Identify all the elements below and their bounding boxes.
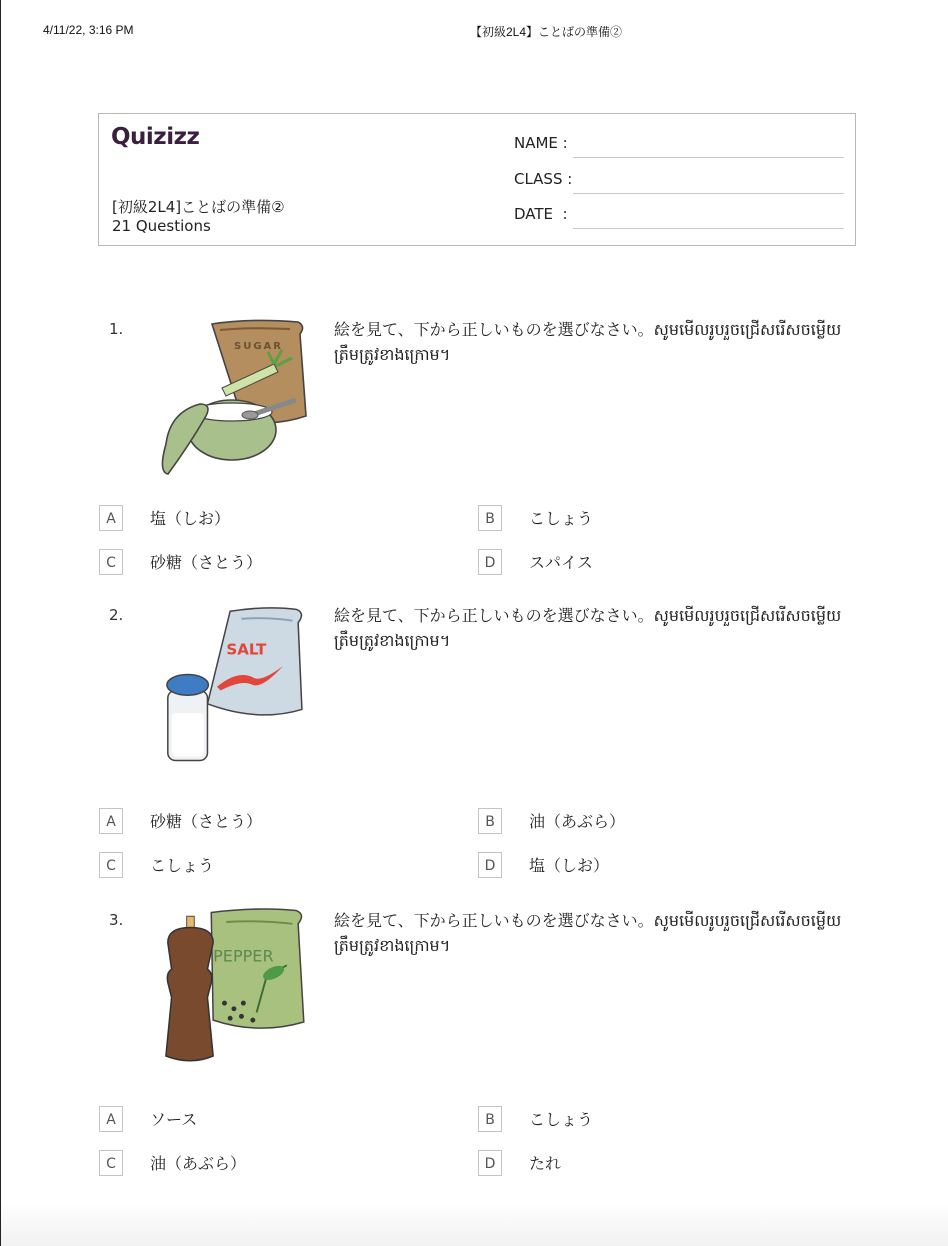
date-blank-line: [573, 228, 844, 229]
option-text: ソース: [150, 1110, 198, 1129]
question-number: 1.: [109, 320, 124, 338]
option-letter-box: B: [478, 505, 502, 531]
option-text: スパイス: [529, 553, 593, 572]
question-text: 絵を見て、下から正しいものを選びなさい。សូមមើលរូបរួចជ្រើសរើសចម្លើយត្រឹមត្រូវខាងក្រោម។: [334, 911, 842, 955]
class-blank-line: [573, 193, 844, 194]
option-letter-box: D: [478, 1150, 502, 1176]
svg-text:SALT: SALT: [226, 640, 267, 659]
date-label: DATE :: [514, 205, 568, 223]
svg-text:PEPPER: PEPPER: [213, 946, 274, 966]
option-text: 塩（しお）: [150, 509, 231, 528]
name-field: [514, 134, 844, 158]
print-page-title: 【初級2L4】ことばの準備②: [470, 25, 623, 39]
pepper-image-icon: [150, 903, 315, 1073]
option-letter-box: C: [99, 1150, 123, 1176]
class-field: [514, 170, 844, 194]
option-text: こしょう: [529, 509, 594, 528]
option-letter-box: C: [99, 852, 123, 878]
question-number: 3.: [109, 911, 124, 929]
option-letter-box: B: [478, 1106, 502, 1132]
option-letter-box: D: [478, 549, 502, 575]
class-label: CLASS :: [514, 170, 573, 188]
question-text: 絵を見て、下から正しいものを選びなさい。សូមមើលរូបរួចជ្រើសរើសចម្លើយត្រឹមត្រូវខាងក្រោម។: [334, 606, 842, 650]
quiz-title: [初級2L4]ことばの準備②: [112, 198, 285, 216]
option-letter-box: B: [478, 808, 502, 834]
option-text: 砂糖（さとう）: [150, 553, 263, 572]
option-text: 塩（しお）: [529, 856, 610, 875]
name-blank-line: [573, 157, 844, 158]
sugar-image-icon: [150, 312, 315, 482]
svg-text:SUGAR: SUGAR: [234, 341, 283, 352]
option-text: 油（あぶら）: [150, 1154, 247, 1173]
option-letter-box: D: [478, 852, 502, 878]
worksheet-header: [98, 113, 856, 246]
option-letter-box: C: [99, 549, 123, 575]
option-text: こしょう: [529, 1110, 594, 1129]
print-date-time: 4/11/22, 3:16 PM: [43, 23, 134, 37]
option-text: こしょう: [150, 856, 215, 875]
question-number: 2.: [109, 606, 124, 624]
option-letter-box: A: [99, 505, 123, 531]
quizizz-logo: Quizizz: [111, 124, 200, 150]
option-letter-box: A: [99, 1106, 123, 1132]
option-text: 油（あぶら）: [529, 812, 626, 831]
question-text: 絵を見て、下から正しいものを選びなさい。សូមមើលរូបរួចជ្រើសរើសចម្លើយត្រឹមត្រូវខាងក្រោម។: [334, 320, 842, 364]
option-text: 砂糖（さとう）: [150, 812, 263, 831]
salt-image-icon: [150, 598, 315, 768]
question-count: 21 Questions: [112, 217, 211, 235]
page-left-edge: [0, 0, 1, 1246]
option-text: たれ: [529, 1154, 562, 1173]
option-letter-box: A: [99, 808, 123, 834]
date-field: [514, 205, 844, 229]
name-label: NAME :: [514, 134, 568, 152]
